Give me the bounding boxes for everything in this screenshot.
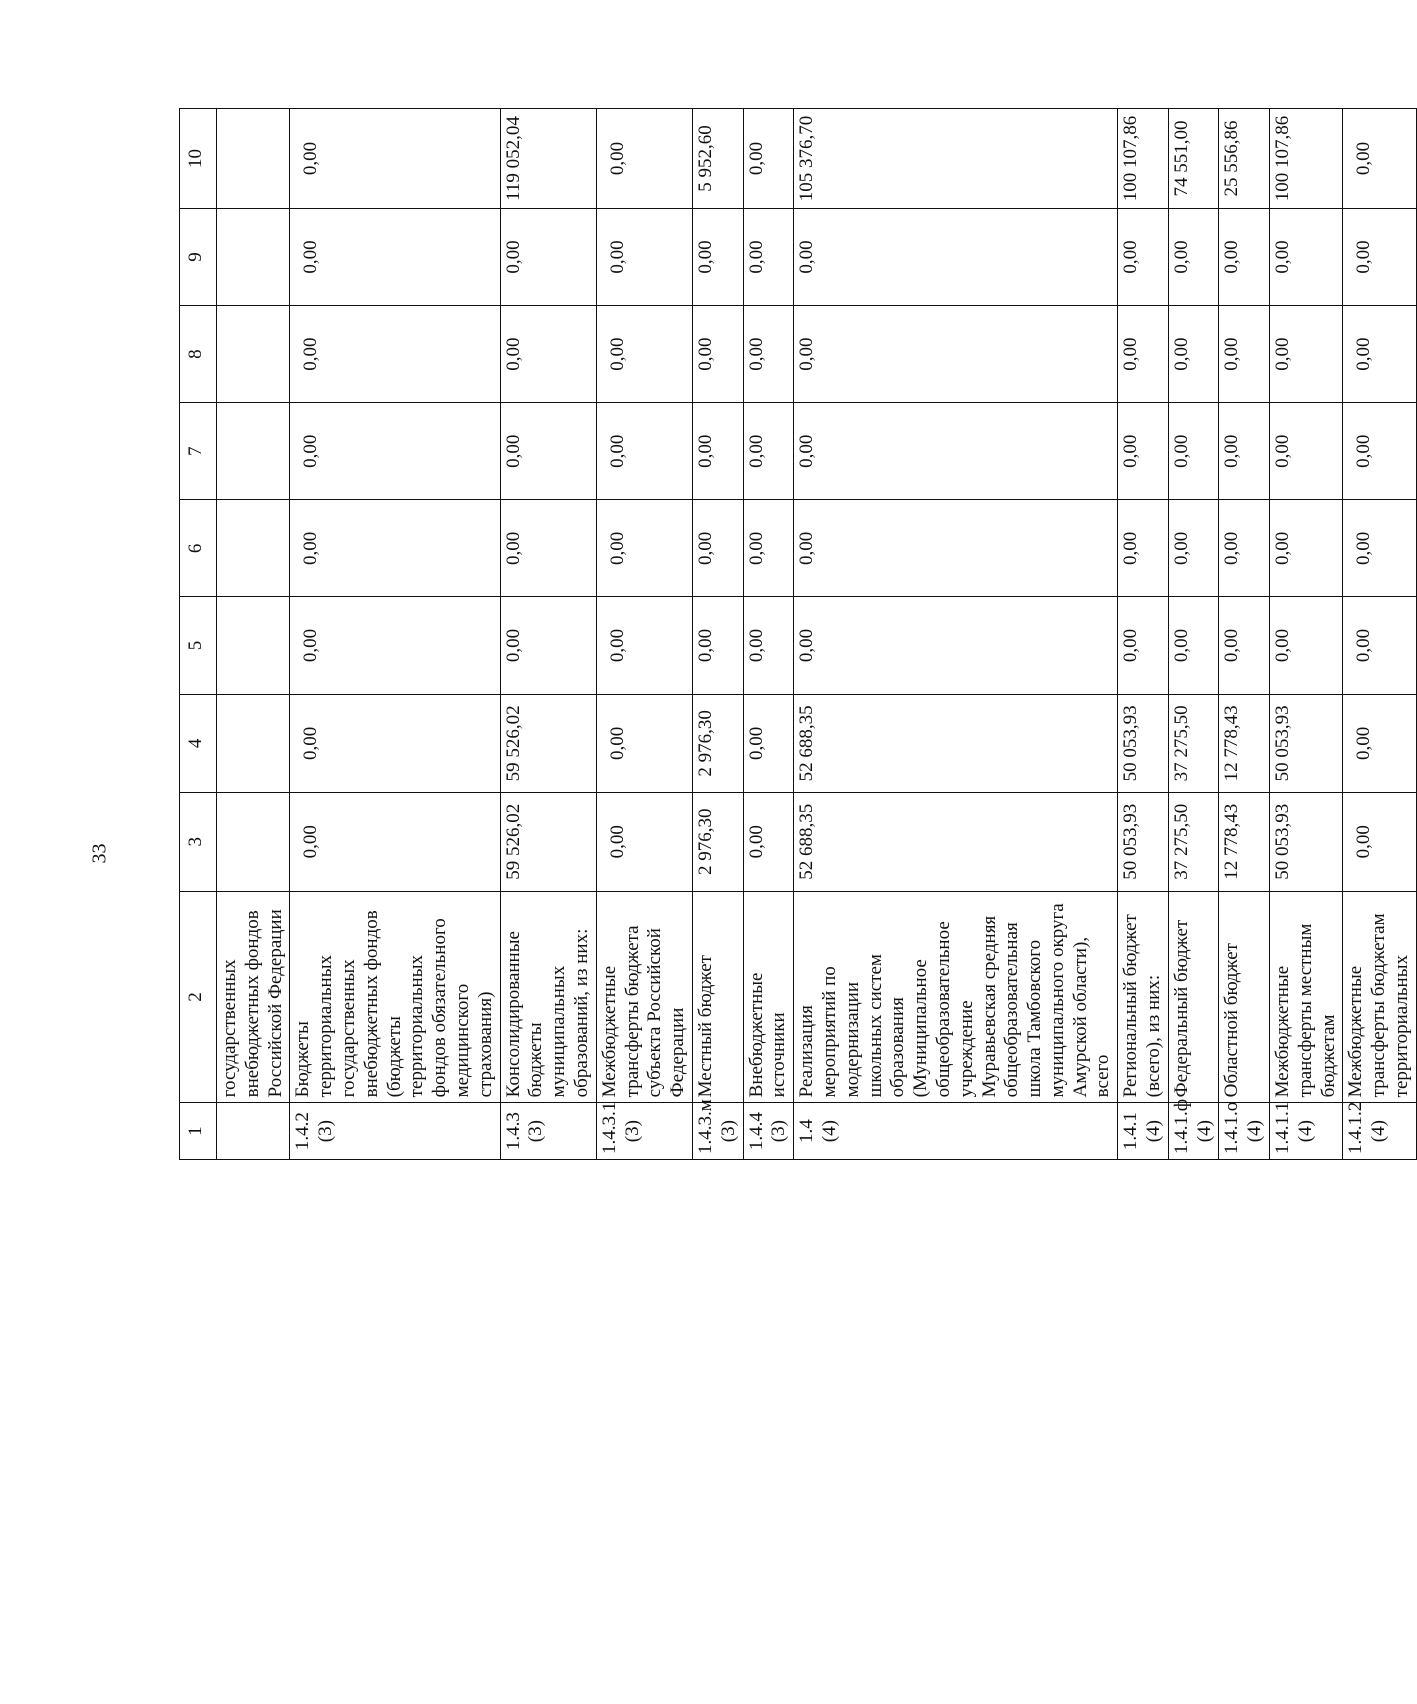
value-cell: 0,00 (596, 306, 692, 403)
value-cell: 0,00 (1168, 208, 1219, 305)
table-row (217, 109, 290, 1160)
value-cell: 52 688,35 (794, 793, 1118, 891)
value-cell: 0,00 (1270, 500, 1343, 597)
value-cell (217, 793, 290, 891)
value-cell: 0,00 (500, 306, 596, 403)
row-code-cell: 1.4.1.о (4) (1219, 1103, 1270, 1160)
value-cell: 0,00 (290, 208, 500, 305)
value-cell: 0,00 (596, 500, 692, 597)
value-cell: 0,00 (743, 694, 794, 792)
row-name-cell: Внебюджетные источники (743, 891, 794, 1103)
table-row (596, 109, 692, 1160)
header-cell: 1 (180, 1103, 217, 1160)
value-cell: 50 053,93 (1270, 793, 1343, 891)
table-body (180, 109, 1417, 1160)
table-row (794, 109, 1118, 1160)
value-cell (217, 306, 290, 403)
row-name-cell: Межбюджетные трансферты бюджета субъекта Российской Федерации (596, 891, 692, 1103)
table-row (1118, 109, 1169, 1160)
header-cell: 6 (180, 500, 217, 597)
value-cell: 59 526,02 (500, 694, 596, 792)
value-cell: 0,00 (290, 306, 500, 403)
value-cell: 0,00 (743, 306, 794, 403)
value-cell: 0,00 (596, 793, 692, 891)
value-cell: 0,00 (1118, 306, 1169, 403)
value-cell: 0,00 (290, 500, 500, 597)
value-cell: 0,00 (692, 403, 743, 500)
row-code-cell: 1.4.1.2 (4) (1343, 1103, 1416, 1160)
value-cell: 0,00 (1343, 694, 1416, 792)
table-header-row (180, 109, 217, 1160)
value-cell: 0,00 (1118, 597, 1169, 694)
table-row (1168, 109, 1219, 1160)
value-cell: 0,00 (1343, 306, 1416, 403)
value-cell: 0,00 (794, 208, 1118, 305)
value-cell: 0,00 (1343, 793, 1416, 891)
value-cell: 0,00 (500, 597, 596, 694)
value-cell: 0,00 (743, 500, 794, 597)
value-cell: 0,00 (290, 403, 500, 500)
row-code-cell: 1.4.3.1 (3) (596, 1103, 692, 1160)
value-cell: 0,00 (1168, 403, 1219, 500)
value-cell: 0,00 (1343, 208, 1416, 305)
value-cell: 0,00 (596, 109, 692, 209)
row-code-cell: 1.4.3 (3) (500, 1103, 596, 1160)
row-code-cell: 1.4.2 (3) (290, 1103, 500, 1160)
value-cell: 0,00 (743, 208, 794, 305)
value-cell: 0,00 (794, 500, 1118, 597)
value-cell (217, 597, 290, 694)
value-cell (217, 500, 290, 597)
value-cell: 37 275,50 (1168, 793, 1219, 891)
value-cell: 0,00 (1219, 597, 1270, 694)
value-cell: 0,00 (1343, 500, 1416, 597)
value-cell: 100 107,86 (1270, 109, 1343, 209)
row-code-cell: 1.4.1.1 (4) (1270, 1103, 1343, 1160)
table-row (1219, 109, 1270, 1160)
value-cell: 0,00 (794, 403, 1118, 500)
row-code-cell: 1.4 (4) (794, 1103, 1118, 1160)
header-cell: 9 (180, 208, 217, 305)
header-cell: 4 (180, 694, 217, 792)
value-cell: 5 952,60 (692, 109, 743, 209)
row-name-cell: государственных внебюджетных фондов Российской Федерации (217, 891, 290, 1103)
value-cell: 0,00 (794, 306, 1118, 403)
value-cell (217, 208, 290, 305)
value-cell: 37 275,50 (1168, 694, 1219, 792)
header-cell: 5 (180, 597, 217, 694)
value-cell: 0,00 (1219, 208, 1270, 305)
row-name-cell: Бюджеты территориальных государственных внебюджетных фондов (бюджеты территориальных фондов обязательного медицинского страхования) (290, 891, 500, 1103)
row-name-cell: Реализация мероприятий по модернизации школьных систем образования (Муниципальное общеобразовательное учреждение Муравьевская средняя общеобразовательная школа Тамбовского муниципального округа Амурской области), всего (794, 891, 1118, 1103)
value-cell: 105 376,70 (794, 109, 1118, 209)
table-row (692, 109, 743, 1160)
value-cell: 0,00 (1168, 597, 1219, 694)
value-cell: 0,00 (743, 793, 794, 891)
value-cell: 0,00 (596, 694, 692, 792)
value-cell: 0,00 (596, 208, 692, 305)
value-cell (217, 694, 290, 792)
value-cell: 0,00 (1219, 306, 1270, 403)
value-cell: 0,00 (290, 109, 500, 209)
table-row (1343, 109, 1416, 1160)
table-row (1270, 109, 1343, 1160)
row-code-cell: 1.4.3.м (3) (692, 1103, 743, 1160)
value-cell: 52 688,35 (794, 694, 1118, 792)
value-cell: 0,00 (1270, 597, 1343, 694)
value-cell: 50 053,93 (1118, 694, 1169, 792)
value-cell: 0,00 (500, 403, 596, 500)
value-cell (217, 109, 290, 209)
value-cell: 25 556,86 (1219, 109, 1270, 209)
value-cell: 0,00 (743, 403, 794, 500)
value-cell: 0,00 (596, 597, 692, 694)
value-cell: 0,00 (794, 597, 1118, 694)
value-cell: 0,00 (1219, 403, 1270, 500)
value-cell: 100 107,86 (1118, 109, 1169, 209)
header-cell: 7 (180, 403, 217, 500)
value-cell: 0,00 (1118, 500, 1169, 597)
value-cell: 0,00 (1343, 597, 1416, 694)
value-cell: 0,00 (1118, 403, 1169, 500)
row-name-cell: Региональный бюджет (всего), из них: (1118, 891, 1169, 1103)
row-name-cell: Консолидированные бюджеты муниципальных образований, из них: (500, 891, 596, 1103)
row-code-cell: 1.4.1 (4) (1118, 1103, 1169, 1160)
value-cell: 0,00 (692, 500, 743, 597)
table-row (290, 109, 500, 1160)
row-name-cell: Межбюджетные трансферты местным бюджетам (1270, 891, 1343, 1103)
value-cell: 0,00 (743, 597, 794, 694)
value-cell: 0,00 (692, 208, 743, 305)
table-row (743, 109, 794, 1160)
header-cell: 10 (180, 109, 217, 209)
value-cell: 0,00 (1343, 109, 1416, 209)
row-name-cell: Федеральный бюджет (1168, 891, 1219, 1103)
value-cell: 0,00 (1270, 208, 1343, 305)
value-cell: 59 526,02 (500, 793, 596, 891)
value-cell: 0,00 (1270, 403, 1343, 500)
value-cell: 0,00 (743, 109, 794, 209)
header-cell: 8 (180, 306, 217, 403)
row-code-cell: 1.4.1.ф (4) (1168, 1103, 1219, 1160)
row-code-cell (217, 1103, 290, 1160)
value-cell: 0,00 (1219, 500, 1270, 597)
value-cell: 0,00 (1168, 500, 1219, 597)
value-cell: 119 052,04 (500, 109, 596, 209)
row-name-cell: Местный бюджет (692, 891, 743, 1103)
value-cell: 12 778,43 (1219, 694, 1270, 792)
value-cell: 0,00 (290, 597, 500, 694)
budget-table (179, 108, 1417, 1160)
row-name-cell: Межбюджетные трансферты бюджетам территориальных (1343, 891, 1416, 1103)
budget-table-rotated (179, 108, 1413, 1160)
row-code-cell: 1.4.4 (3) (743, 1103, 794, 1160)
value-cell: 0,00 (596, 403, 692, 500)
value-cell: 0,00 (692, 597, 743, 694)
value-cell: 0,00 (1118, 208, 1169, 305)
value-cell: 50 053,93 (1270, 694, 1343, 792)
value-cell: 0,00 (500, 500, 596, 597)
value-cell: 12 778,43 (1219, 793, 1270, 891)
table-row (500, 109, 596, 1160)
value-cell: 74 551,00 (1168, 109, 1219, 209)
row-name-cell: Областной бюджет (1219, 891, 1270, 1103)
value-cell: 0,00 (500, 208, 596, 305)
value-cell: 2 976,30 (692, 793, 743, 891)
header-cell: 3 (180, 793, 217, 891)
value-cell (217, 403, 290, 500)
value-cell: 0,00 (290, 793, 500, 891)
value-cell: 0,00 (290, 694, 500, 792)
page-number: 33 (88, 843, 111, 864)
value-cell: 0,00 (1168, 306, 1219, 403)
value-cell: 0,00 (1270, 306, 1343, 403)
value-cell: 0,00 (1343, 403, 1416, 500)
header-cell: 2 (180, 891, 217, 1103)
value-cell: 50 053,93 (1118, 793, 1169, 891)
value-cell: 0,00 (692, 306, 743, 403)
value-cell: 2 976,30 (692, 694, 743, 792)
